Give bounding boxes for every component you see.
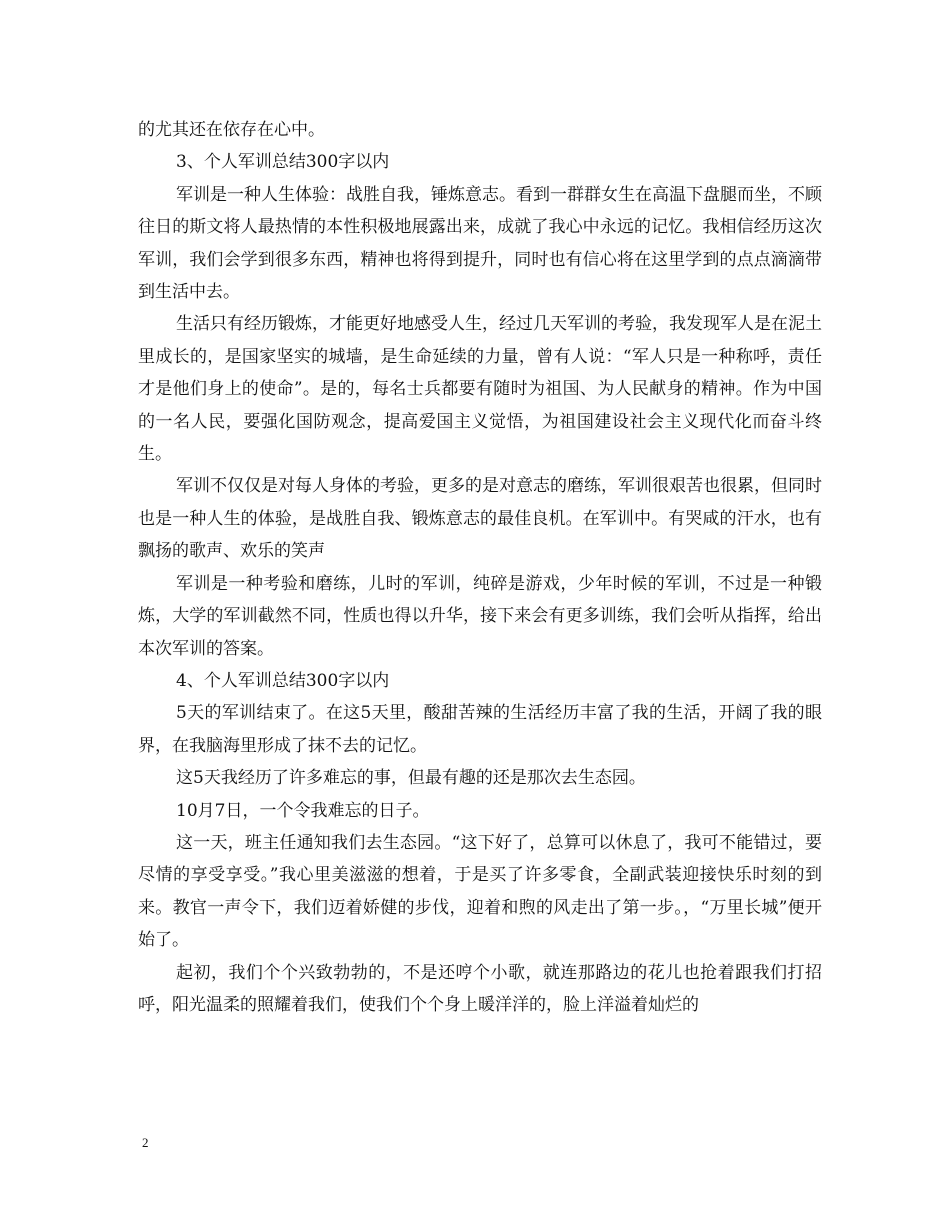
page-number: 2 (142, 1135, 149, 1150)
paragraph: 生活只有经历锻炼，才能更好地感受人生，经过几天军训的考验，我发现军人是在泥土里成长的，是国家坚实的城墙，是生命延续的力量，曾有人说：“军人只是一种称呼，责任才是他们身上的使命”。是的，每名士兵都要有随时为祖国、为人民献身的精神。作为中国的一名人民，要强化国防观念，提高爱国主义觉悟，为祖国建设社会主义现代化而奋斗终生。 (138, 314, 822, 465)
paragraph: 军训是一种考验和磨练，儿时的军训，纯碎是游戏，少年时候的军训，不过是一种锻炼，大学的军训截然不同，性质也得以升华，接下来会有更多训练，我们会听从指挥，给出本次军训的答案。 (138, 573, 822, 659)
paragraph: 5天的军训结束了。在这5天里，酸甜苦辣的生活经历丰富了我的生活，开阔了我的眼界，在我脑海里形成了抹不去的记忆。 (138, 703, 822, 756)
section-heading: 4、个人军训总结300字以内 (176, 670, 390, 691)
paragraph: 起初，我们个个兴致勃勃的，不是还哼个小歌，就连那路边的花儿也抢着跟我们打招呼，阳光温柔的照耀着我们，使我们个个身上暖洋洋的，脸上洋溢着灿烂的 (138, 962, 822, 1015)
paragraph: 这一天，班主任通知我们去生态园。“这下好了，总算可以休息了，我可不能错过，要尽情的享受享受。”我心里美滋滋的想着，于是买了许多零食，全副武装迎接快乐时刻的到来。教官一声令下，我们迈着娇健的步伐，迎着和煦的风走出了第一步。，“万里长城”便开始了。 (138, 832, 822, 951)
paragraph: 这5天我经历了许多难忘的事，但最有趣的还是那次去生态园。 (176, 768, 646, 789)
paragraph: 军训不仅仅是对每人身体的考验，更多的是对意志的磨练，军训很艰苦也很累，但同时也是一种人生的体验，是战胜自我、锻炼意志的最佳良机。在军训中。有哭咸的汗水，也有飘扬的歌声、欢乐的笑声 (138, 476, 822, 562)
section-heading: 3、个人军训总结300字以内 (176, 152, 390, 173)
paragraph: 10月7日，一个令我难忘的日子。 (176, 800, 430, 821)
paragraph: 的尤其还在依存在心中。 (138, 120, 325, 140)
paragraph: 军训是一种人生体验：战胜自我，锤炼意志。看到一群群女生在高温下盘腿而坐，不顾往日的斯文将人最热情的本性积极地展露出来，成就了我心中永远的记忆。我相信经历这次军训，我们会学到很多东西，精神也将得到提升，同时也有信心将在这里学到的点点滴滴带到生活中去。 (138, 184, 822, 303)
document-body (138, 114, 822, 1021)
